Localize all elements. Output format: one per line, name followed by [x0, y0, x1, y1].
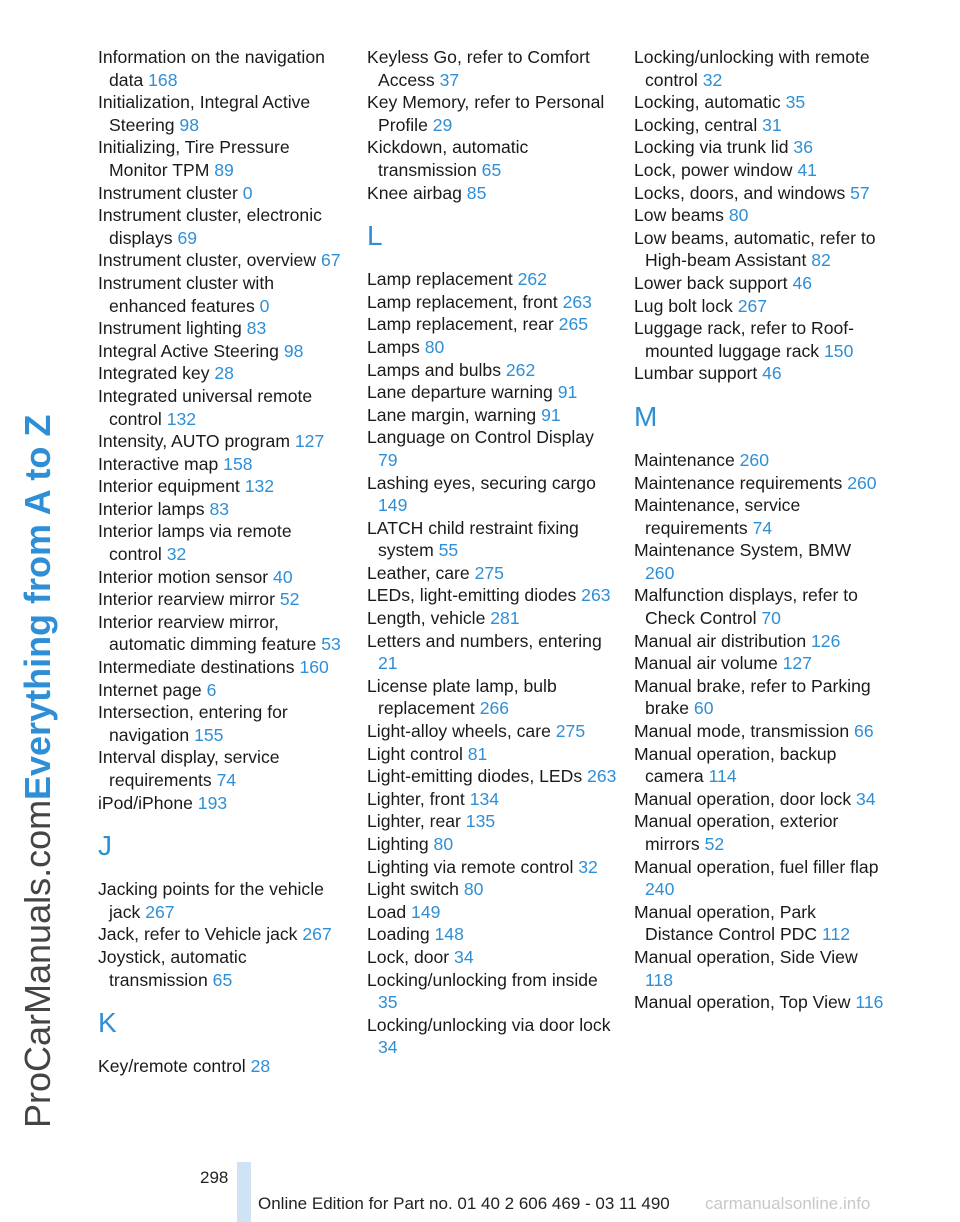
index-entry: [367, 630, 617, 675]
entry-term: Intensity, AUTO program: [98, 431, 290, 452]
page-reference-link[interactable]: 29: [432, 114, 453, 135]
entry-term: Instrument lighting: [98, 318, 242, 339]
index-entry: [98, 746, 348, 791]
edition-note: Online Edition for Part no. 01 40 2 606 469 - 03 11 490: [258, 1194, 670, 1213]
entry-term: Locking/unlocking with remote control: [634, 47, 870, 90]
entry-term: Lashing eyes, securing cargo: [367, 472, 596, 493]
entry-term: Light switch: [367, 879, 459, 900]
index-entry: [98, 656, 348, 679]
site-brand: ProCarManuals.com: [17, 799, 58, 1128]
page-reference-link[interactable]: 60: [693, 698, 714, 719]
page-reference-link[interactable]: 66: [854, 721, 874, 742]
page-reference-link[interactable]: 262: [505, 359, 536, 380]
entry-term: Letters and numbers, entering: [367, 630, 602, 651]
entry-term: Locking/unlocking via door lock: [367, 1014, 611, 1035]
section-letter: K: [98, 1007, 117, 1039]
page-reference-link[interactable]: 263: [562, 291, 592, 312]
page-reference-link[interactable]: 118: [645, 969, 674, 990]
index-entry: [634, 449, 884, 472]
entry-term: Light-emitting diodes, LEDs: [367, 766, 583, 787]
entry-term: Lumbar support: [634, 363, 758, 384]
index-entry: [634, 991, 884, 1014]
index-entry: [367, 381, 617, 404]
page-reference-link[interactable]: 57: [850, 182, 870, 203]
entry-term: LATCH child restraint fixing system: [367, 517, 579, 561]
entry-term: Load: [367, 901, 407, 922]
entry-term: Light control: [367, 743, 463, 764]
entry-term: Locking/unlocking from inside: [367, 969, 598, 990]
index-entry: [98, 792, 348, 815]
index-entry: [634, 675, 884, 720]
entry-term: Manual operation, Side View: [634, 946, 858, 967]
index-entry: [367, 291, 617, 314]
entry-term: Intersection, entering for navigation: [98, 702, 288, 745]
entry-term: Lighting: [367, 834, 429, 854]
index-entry: [634, 743, 884, 788]
entry-term: Manual brake, refer to Parking brake: [634, 675, 871, 719]
index-entry: [634, 494, 884, 539]
entry-term: Language on Control Display: [367, 427, 594, 448]
page-reference-link[interactable]: 158: [223, 453, 253, 474]
index-entry: [98, 249, 348, 272]
page-reference-link[interactable]: 34: [454, 946, 474, 967]
index-entry: [634, 182, 884, 205]
index-entry: [367, 136, 617, 181]
entry-term: Locking, central: [634, 114, 758, 135]
entry-term: Lock, power window: [634, 159, 793, 180]
page-reference-link[interactable]: 160: [299, 657, 329, 678]
page-reference-link[interactable]: 55: [438, 540, 459, 561]
index-entry: [634, 91, 884, 114]
page-reference-link[interactable]: 149: [378, 495, 408, 516]
entry-term: Key/remote control: [98, 1056, 246, 1077]
index-entry: [98, 611, 348, 656]
entry-term: Initializing, Tire Pressure Monitor TPM: [98, 137, 290, 180]
entry-term: Loading: [367, 924, 430, 945]
page-reference-link[interactable]: 6: [206, 679, 217, 700]
footer-accent-bar: [237, 1162, 251, 1222]
entry-term: Key Memory, refer to Personal Profile: [367, 92, 605, 135]
page-reference-link[interactable]: 31: [762, 114, 782, 135]
index-entry: [367, 91, 617, 136]
index-entry: [98, 878, 348, 923]
index-entry: [98, 923, 348, 946]
index-entry: [367, 765, 617, 788]
page-reference-link[interactable]: 281: [490, 608, 520, 629]
index-entry: [634, 159, 884, 182]
entry-term: Integral Active Steering: [98, 340, 279, 361]
index-entry: [367, 336, 617, 359]
index-entry: [367, 426, 617, 471]
entry-term: Lighting via remote control: [367, 856, 574, 877]
entry-term: Interactive map: [98, 453, 219, 474]
page-reference-link[interactable]: 149: [411, 901, 441, 922]
entry-term: Manual air distribution: [634, 630, 807, 651]
page-reference-link[interactable]: 260: [847, 472, 877, 493]
index-entry: [98, 204, 348, 249]
page-reference-link[interactable]: 46: [762, 363, 782, 384]
page-reference-link[interactable]: 32: [702, 69, 723, 90]
index-entry: [367, 675, 617, 720]
page-reference-link[interactable]: 83: [246, 318, 267, 339]
page-reference-link[interactable]: 74: [752, 517, 773, 538]
page-reference-link[interactable]: 34: [378, 1037, 398, 1058]
page-reference-link[interactable]: 28: [250, 1056, 271, 1077]
entry-term: Locks, doors, and windows: [634, 182, 846, 203]
index-entry: [634, 295, 884, 318]
index-entry: [634, 788, 884, 811]
page-reference-link[interactable]: 32: [166, 544, 187, 565]
entry-term: Lamps: [367, 336, 420, 357]
page-reference-link[interactable]: 112: [821, 924, 851, 945]
entry-term: Manual operation, exterior mirrors: [634, 811, 839, 854]
page-reference-link[interactable]: 36: [793, 137, 813, 158]
entry-term: Interior rearview mirror, automatic dimming feature: [98, 611, 317, 655]
page-reference-link[interactable]: 91: [541, 404, 561, 425]
index-entry: [367, 584, 617, 607]
page-reference-link[interactable]: 267: [145, 901, 175, 922]
entry-term: Interval display, service requirements: [98, 747, 280, 790]
index-entry: [634, 317, 884, 362]
page-reference-link[interactable]: 127: [294, 431, 325, 452]
index-entry: [367, 901, 617, 924]
index-column-3: [634, 46, 884, 1014]
entry-term: Lighter, rear: [367, 811, 461, 832]
entry-term: Interior motion sensor: [98, 566, 269, 587]
entry-term: Manual operation, fuel filler flap: [634, 856, 879, 877]
page-reference-link[interactable]: 155: [194, 724, 224, 745]
index-entry: [634, 227, 884, 272]
index-entry: [98, 946, 348, 991]
index-entry: [98, 385, 348, 430]
index-entry: [98, 362, 348, 385]
page-reference-link[interactable]: 193: [197, 792, 228, 813]
entry-term: Manual air volume: [634, 653, 778, 674]
page-reference-link[interactable]: 98: [179, 114, 199, 135]
entry-term: Lamp replacement, rear: [367, 314, 554, 335]
page-reference-link[interactable]: 40: [273, 566, 293, 587]
index-entry: [634, 946, 884, 991]
index-entry: [98, 1055, 348, 1078]
index-column-1: [98, 46, 348, 1078]
page-reference-link[interactable]: 135: [465, 811, 496, 832]
section-letter: M: [634, 400, 658, 432]
entry-term: Luggage rack, refer to Roof-mounted luggage rack: [634, 318, 855, 361]
section-letter: L: [367, 220, 383, 252]
index-entry: [634, 652, 884, 675]
index-entry: [367, 720, 617, 743]
page-reference-link[interactable]: 0: [242, 182, 253, 203]
page-reference-link[interactable]: 37: [439, 69, 460, 90]
entry-term: Low beams: [634, 205, 724, 226]
index-entry: [98, 453, 348, 476]
index-entry: [98, 340, 348, 363]
section-title: Everything from A to Z: [17, 414, 58, 800]
page-reference-link[interactable]: 98: [283, 340, 304, 361]
entry-term: Lock, door: [367, 946, 450, 967]
page-reference-link[interactable]: 134: [469, 788, 500, 809]
page-reference-link[interactable]: 85: [466, 182, 487, 203]
page-reference-link[interactable]: 168: [148, 69, 178, 90]
page-reference-link[interactable]: 132: [244, 476, 275, 497]
entry-term: Interior equipment: [98, 476, 240, 497]
entry-term: Lamps and bulbs: [367, 359, 501, 380]
index-entry: [98, 566, 348, 589]
entry-term: LEDs, light-emitting diodes: [367, 585, 577, 606]
page-reference-link[interactable]: 41: [797, 159, 817, 180]
page-reference-link[interactable]: 116: [855, 992, 884, 1013]
index-entry: [367, 404, 617, 427]
entry-term: Lane departure warning: [367, 382, 553, 403]
page-reference-link[interactable]: 150: [824, 340, 854, 361]
watermark: carmanualsonline.info: [705, 1194, 871, 1213]
index-entry: [634, 204, 884, 227]
page-number: 298: [200, 1168, 229, 1187]
page-reference-link[interactable]: 132: [166, 408, 197, 429]
index-entry: [367, 833, 617, 856]
page-reference-link[interactable]: 46: [792, 272, 813, 293]
page-reference-link[interactable]: 114: [708, 766, 737, 787]
index-entry: [98, 46, 348, 91]
index-entry: [98, 91, 348, 136]
page-reference-link[interactable]: 74: [216, 770, 237, 790]
index-entry: [634, 272, 884, 295]
index-entry: [367, 607, 617, 630]
entry-term: Locking, automatic: [634, 92, 781, 113]
page-reference-link[interactable]: 0: [259, 295, 270, 316]
page-reference-link[interactable]: 53: [321, 634, 341, 655]
entry-term: Manual operation, backup camera: [634, 743, 837, 787]
entry-term: Manual operation, door lock: [634, 788, 852, 809]
entry-term: Manual operation, Park Distance Control PDC: [634, 901, 818, 945]
entry-term: Instrument cluster with enhanced features: [98, 272, 274, 316]
page-reference-link[interactable]: 126: [811, 630, 841, 651]
page-reference-link[interactable]: 67: [320, 250, 341, 271]
entry-term: Jacking points for the vehicle jack: [98, 879, 324, 922]
page-reference-link[interactable]: 266: [479, 698, 510, 719]
entry-term: Lighter, front: [367, 788, 465, 809]
index-entry: [634, 901, 884, 946]
page-reference-link[interactable]: 263: [581, 585, 611, 606]
index-entry: [367, 268, 617, 291]
index-entry: [634, 856, 884, 901]
page-reference-link[interactable]: 21: [378, 653, 398, 674]
index-entry: [98, 701, 348, 746]
entry-term: Keyless Go, refer to Comfort Access: [367, 47, 590, 90]
index-entry: [98, 182, 348, 205]
index-entry: [98, 430, 348, 453]
entry-term: Low beams, automatic, refer to High-beam Assistant: [634, 227, 876, 271]
page-reference-link[interactable]: 260: [739, 449, 769, 470]
entry-term: Knee airbag: [367, 182, 462, 203]
page-reference-link[interactable]: 148: [434, 924, 464, 945]
page-reference-link[interactable]: 82: [811, 250, 831, 271]
index-entry: [634, 584, 884, 629]
index-entry: [367, 517, 617, 562]
page-reference-link[interactable]: 34: [856, 788, 876, 809]
section-letter: J: [98, 830, 112, 862]
index-entry: [98, 498, 348, 521]
page-reference-link[interactable]: 275: [555, 721, 586, 742]
entry-term: Length, vehicle: [367, 608, 486, 629]
entry-term: Maintenance, service requirements: [634, 495, 801, 538]
page-reference-link[interactable]: 69: [177, 227, 198, 248]
index-entry: [98, 679, 348, 702]
entry-term: Instrument cluster, overview: [98, 250, 317, 271]
entry-term: Internet page: [98, 679, 202, 700]
page-reference-link[interactable]: 80: [433, 834, 454, 854]
page-reference-link[interactable]: 127: [782, 653, 812, 674]
index-entry: [98, 317, 348, 340]
entry-term: Kickdown, automatic transmission: [367, 137, 529, 180]
page-reference-link[interactable]: 91: [557, 382, 578, 403]
entry-term: Lamp replacement: [367, 269, 513, 290]
entry-term: Joystick, automatic transmission: [98, 946, 247, 990]
entry-term: Lamp replacement, front: [367, 291, 558, 312]
page-reference-link[interactable]: 80: [424, 336, 445, 357]
page-reference-link[interactable]: 275: [474, 562, 504, 583]
entry-term: iPod/iPhone: [98, 792, 193, 813]
index-entry: [367, 562, 617, 585]
page-reference-link[interactable]: 81: [467, 743, 488, 764]
index-entry: [98, 475, 348, 498]
index-entry: [634, 539, 884, 584]
page-reference-link[interactable]: 267: [302, 924, 332, 945]
entry-term: License plate lamp, bulb replacement: [367, 675, 557, 719]
index-entry: [367, 472, 617, 517]
page-reference-link[interactable]: 80: [463, 879, 484, 900]
side-section-title: [16, 28, 60, 1128]
entry-term: Instrument cluster: [98, 182, 238, 203]
entry-term: Lug bolt lock: [634, 295, 733, 316]
entry-term: Integrated key: [98, 363, 210, 384]
index-entry: [367, 810, 617, 833]
entry-term: Initialization, Integral Active Steering: [98, 92, 311, 135]
index-entry: [98, 136, 348, 181]
entry-term: Lane margin, warning: [367, 404, 537, 425]
entry-term: Interior lamps via remote control: [98, 521, 292, 565]
index-entry: [367, 969, 617, 1014]
entry-term: Information on the navigation data: [98, 47, 325, 90]
page-reference-link[interactable]: 35: [378, 992, 398, 1013]
index-entry: [634, 810, 884, 855]
entry-term: Maintenance requirements: [634, 472, 843, 493]
entry-term: Manual operation, Top View: [634, 992, 851, 1013]
page-reference-link[interactable]: 70: [761, 608, 781, 629]
index-entry: [367, 313, 617, 336]
page-reference-link[interactable]: 263: [587, 766, 617, 787]
entry-term: Locking via trunk lid: [634, 137, 789, 158]
entry-term: Manual mode, transmission: [634, 721, 850, 742]
page-reference-link[interactable]: 262: [517, 269, 547, 290]
index-entry: [634, 720, 884, 743]
index-entry: [367, 182, 617, 205]
entry-term: Jack, refer to Vehicle jack: [98, 924, 298, 945]
index-entry: [634, 630, 884, 653]
page-reference-link[interactable]: 52: [279, 589, 300, 610]
index-entry: [98, 520, 348, 565]
index-entry: [367, 923, 617, 946]
index-entry: [634, 472, 884, 495]
index-entry: [634, 46, 884, 91]
index-entry: [98, 272, 348, 317]
index-entry: [367, 743, 617, 766]
page-reference-link[interactable]: 267: [737, 295, 768, 316]
index-entry: [367, 878, 617, 901]
page-reference-link[interactable]: 65: [212, 969, 233, 990]
entry-term: Instrument cluster, electronic displays: [98, 205, 322, 248]
page-reference-link[interactable]: 80: [728, 205, 749, 226]
entry-term: Intermediate destinations: [98, 657, 295, 678]
entry-term: Interior lamps: [98, 498, 205, 519]
index-entry: [367, 788, 617, 811]
page-reference-link[interactable]: 260: [645, 562, 675, 583]
index-entry: [634, 136, 884, 159]
index-entry: [367, 946, 617, 969]
entry-term: Maintenance: [634, 449, 735, 470]
page-reference-link[interactable]: 32: [578, 856, 598, 877]
page-reference-link[interactable]: 79: [378, 449, 398, 470]
entry-term: Lower back support: [634, 272, 788, 293]
entry-term: Malfunction displays, refer to Check Control: [634, 585, 858, 629]
entry-term: Maintenance System, BMW: [634, 540, 852, 561]
index-entry: [367, 1014, 617, 1059]
entry-term: Integrated universal remote control: [98, 385, 313, 429]
entry-term: Interior rearview mirror: [98, 589, 275, 610]
page-reference-link[interactable]: 83: [209, 498, 230, 519]
page-reference-link[interactable]: 35: [785, 92, 806, 113]
index-entry: [634, 114, 884, 137]
page-reference-link[interactable]: 28: [214, 363, 234, 384]
index-entry: [98, 588, 348, 611]
index-entry: [367, 856, 617, 879]
index-column-2: [367, 46, 617, 1059]
page-reference-link[interactable]: 65: [481, 159, 502, 180]
page-reference-link[interactable]: 89: [214, 159, 234, 180]
entry-term: Light-alloy wheels, care: [367, 721, 551, 742]
page-reference-link[interactable]: 240: [645, 879, 675, 900]
index-entry: [367, 46, 617, 91]
page-reference-link[interactable]: 265: [558, 314, 589, 335]
page-reference-link[interactable]: 52: [704, 834, 725, 854]
entry-term: Leather, care: [367, 562, 470, 583]
index-entry: [634, 362, 884, 385]
index-entry: [367, 359, 617, 382]
